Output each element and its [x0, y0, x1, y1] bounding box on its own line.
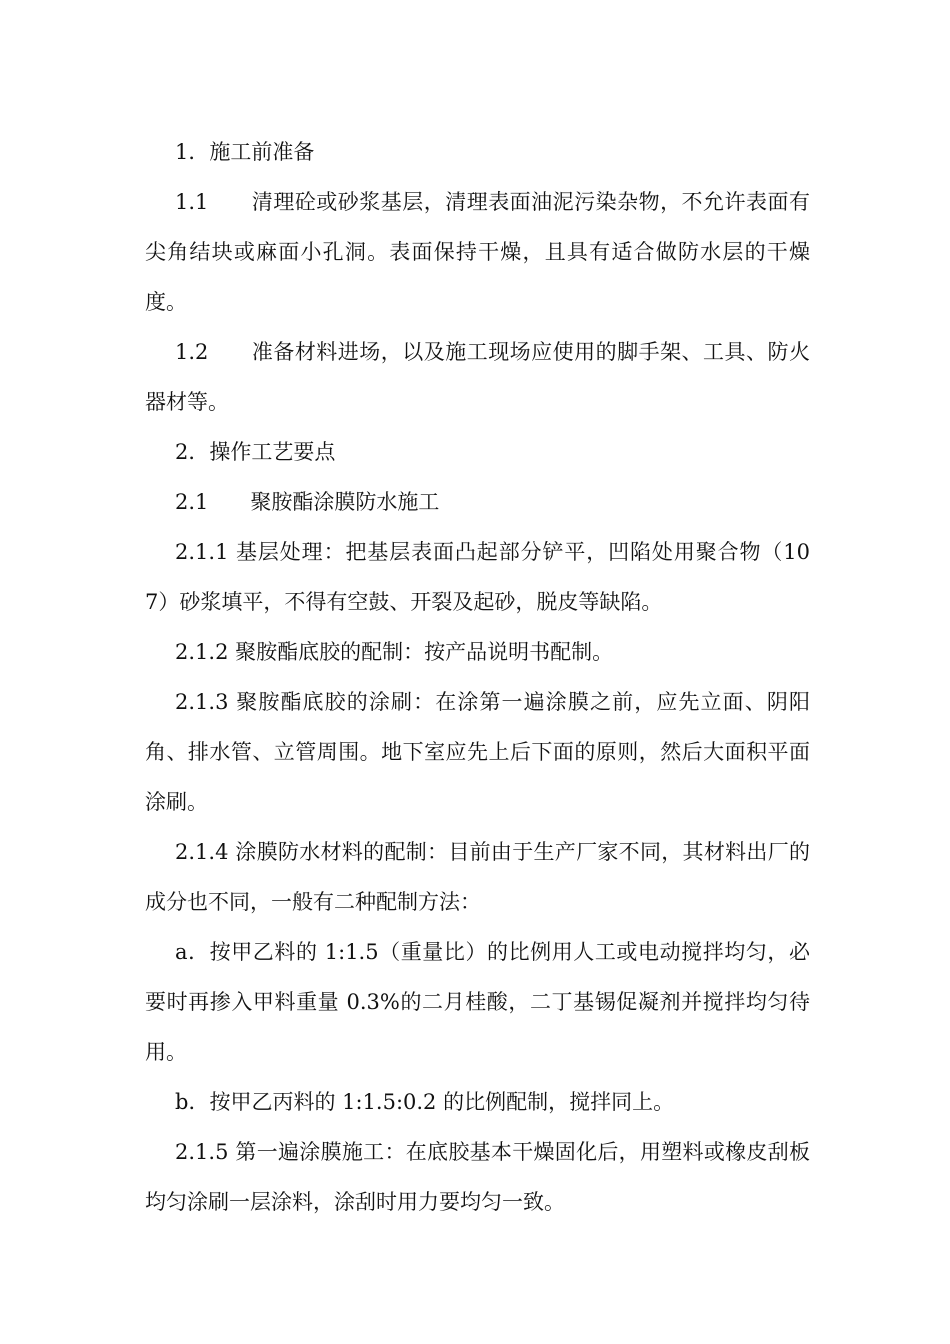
paragraph-2-1-1: 2.1.1 基层处理：把基层表面凸起部分铲平，凹陷处用聚合物（107）砂浆填平，不得有空鼓、开裂及起砂，脱皮等缺陷。 — [145, 540, 810, 614]
paragraph-1-2: 1.2 准备材料进场，以及施工现场应使用的脚手架、工具、防火器材等。 — [145, 340, 810, 414]
paragraph-2-1-5: 2.1.5 第一遍涂膜施工：在底胶基本干燥固化后，用塑料或橡皮刮板均匀涂刷一层涂料，涂刮时用力要均匀一致。 — [145, 1140, 810, 1214]
paragraph-1-1: 1.1 清理砼或砂浆基层，清理表面油泥污染杂物，不允许表面有尖角结块或麻面小孔洞。表面保持干燥，且具有适合做防水层的干燥度。 — [145, 190, 810, 314]
document-body — [145, 127, 810, 1227]
paragraph-2-1-3: 2.1.3 聚胺酯底胶的涂刷：在涂第一遍涂膜之前，应先立面、阴阳角、排水管、立管周围。地下室应先上后下面的原则，然后大面积平面涂刷。 — [145, 690, 810, 814]
paragraph-2-1-4: 2.1.4 涂膜防水材料的配制：目前由于生产厂家不同，其材料出厂的成分也不同，一般有二种配制方法： — [145, 840, 810, 914]
section-heading-1: 1．施工前准备 — [175, 140, 315, 164]
section-heading-2: 2．操作工艺要点 — [175, 440, 336, 464]
list-item-b: b．按甲乙丙料的 1:1.5:0.2 的比例配制，搅拌同上。 — [175, 1090, 675, 1114]
paragraph-2-1-2: 2.1.2 聚胺酯底胶的配制：按产品说明书配制。 — [175, 640, 614, 664]
list-item-a: a．按甲乙料的 1:1.5（重量比）的比例用人工或电动搅拌均匀，必要时再掺入甲料重量 0.3%的二月桂酸，二丁基锡促凝剂并搅拌均匀待用。 — [145, 940, 810, 1064]
subsection-heading-2-1: 2.1 聚胺酯涂膜防水施工 — [175, 490, 440, 514]
